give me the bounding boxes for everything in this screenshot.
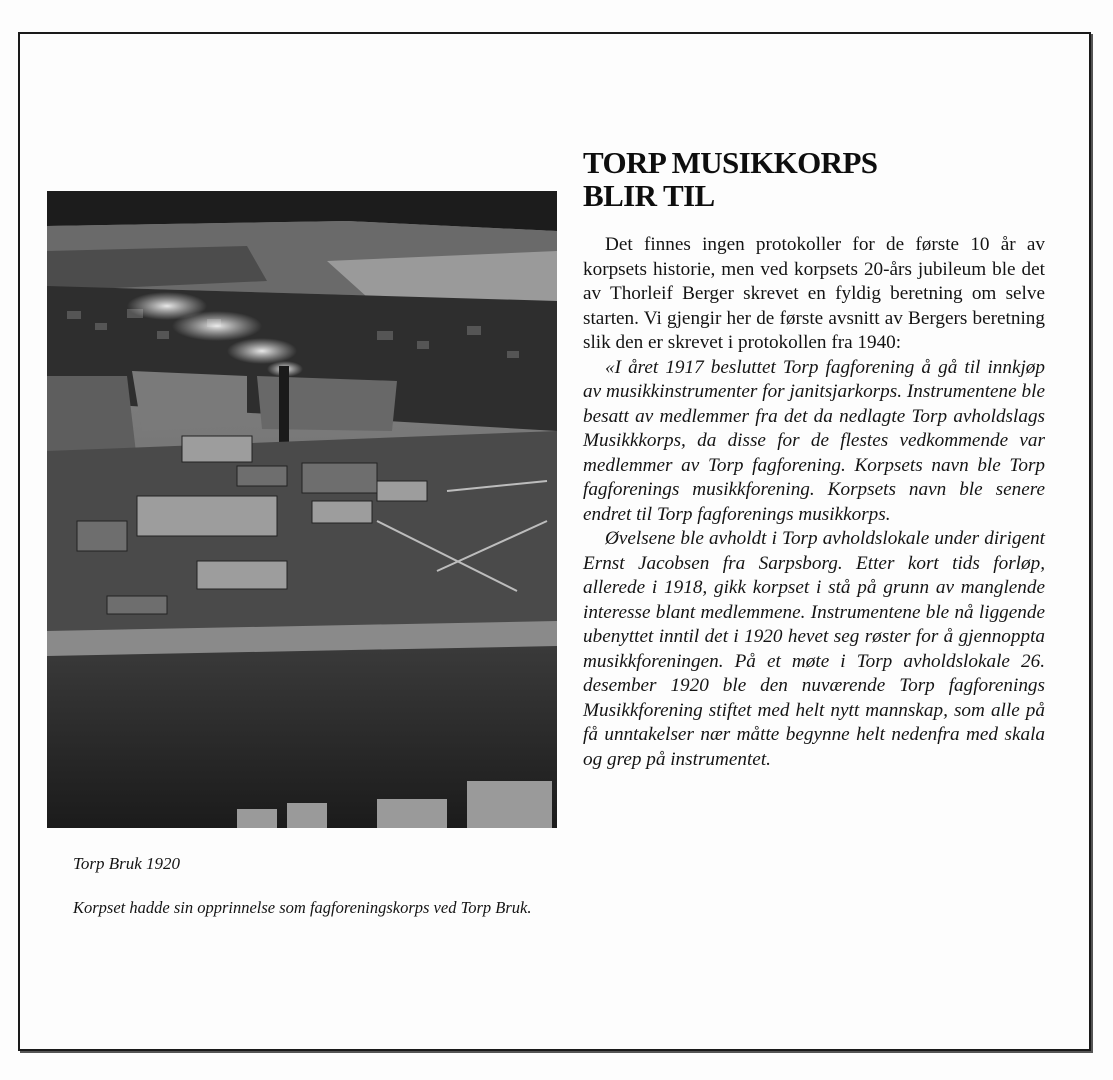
article-title [583, 146, 1023, 212]
aerial-photo-illustration [47, 191, 557, 828]
article-title-line1: TORP MUSIKKORPS [583, 145, 878, 180]
article-title-line2: BLIR TIL [583, 178, 715, 213]
article-quote-paragraph: «I året 1917 besluttet Torp fagforening å gå til innkjøp av musikkinstrumenter for janitsjarkorps. Instrumentene ble besatt av medlemmer fra det da nedlagte Torp avholdslags Musikkkorps, da disse for de flestes vedkommende var medlemmer av Torp fagforening. Korpsets navn ble Torp fagforenings musikkforening. Korpsets navn ble senere endret til Torp fagforenings musikkorps. [583, 356, 1045, 525]
photo-caption-title: Torp Bruk 1920 [73, 854, 181, 873]
article-body [583, 233, 1045, 772]
article-quote-paragraph: Øvelsene ble avholdt i Torp avholdslokale under dirigent Ernst Jacobsen fra Sarpsborg. Etter kort tids forløp, allerede i 1918, gikk korpset i stå på grunn av manglende interesse blant medlemmene. Instrumentene ble nå liggende ubenyttet inntil det i 1920 hevet seg røster for å gjennoppta musikkforeningen. På et møte i Torp avholdslokale 26. desember 1920 ble den nuværende Torp fagforenings Musikkforening stiftet med helt nytt mannskap, som alle på få unntakelser nær måtte begynne helt nedenfra med skala og grep på instrumentet. [583, 528, 1045, 770]
photo-caption-text: Korpset hadde sin opprinnelse som fagforeningskorps ved Torp Bruk. [73, 898, 532, 917]
article-intro-paragraph: Det finnes ingen protokoller for de første 10 år av korpsets historie, men ved korpsets 20-års jubileum ble det av Thorleif Berger skrevet en fyldig beretning om selve starten. Vi gjengir her de første avsnitt av Bergers beretning slik den er skrevet i protokollen fra 1940: [583, 234, 1045, 353]
aerial-photo [47, 191, 557, 828]
